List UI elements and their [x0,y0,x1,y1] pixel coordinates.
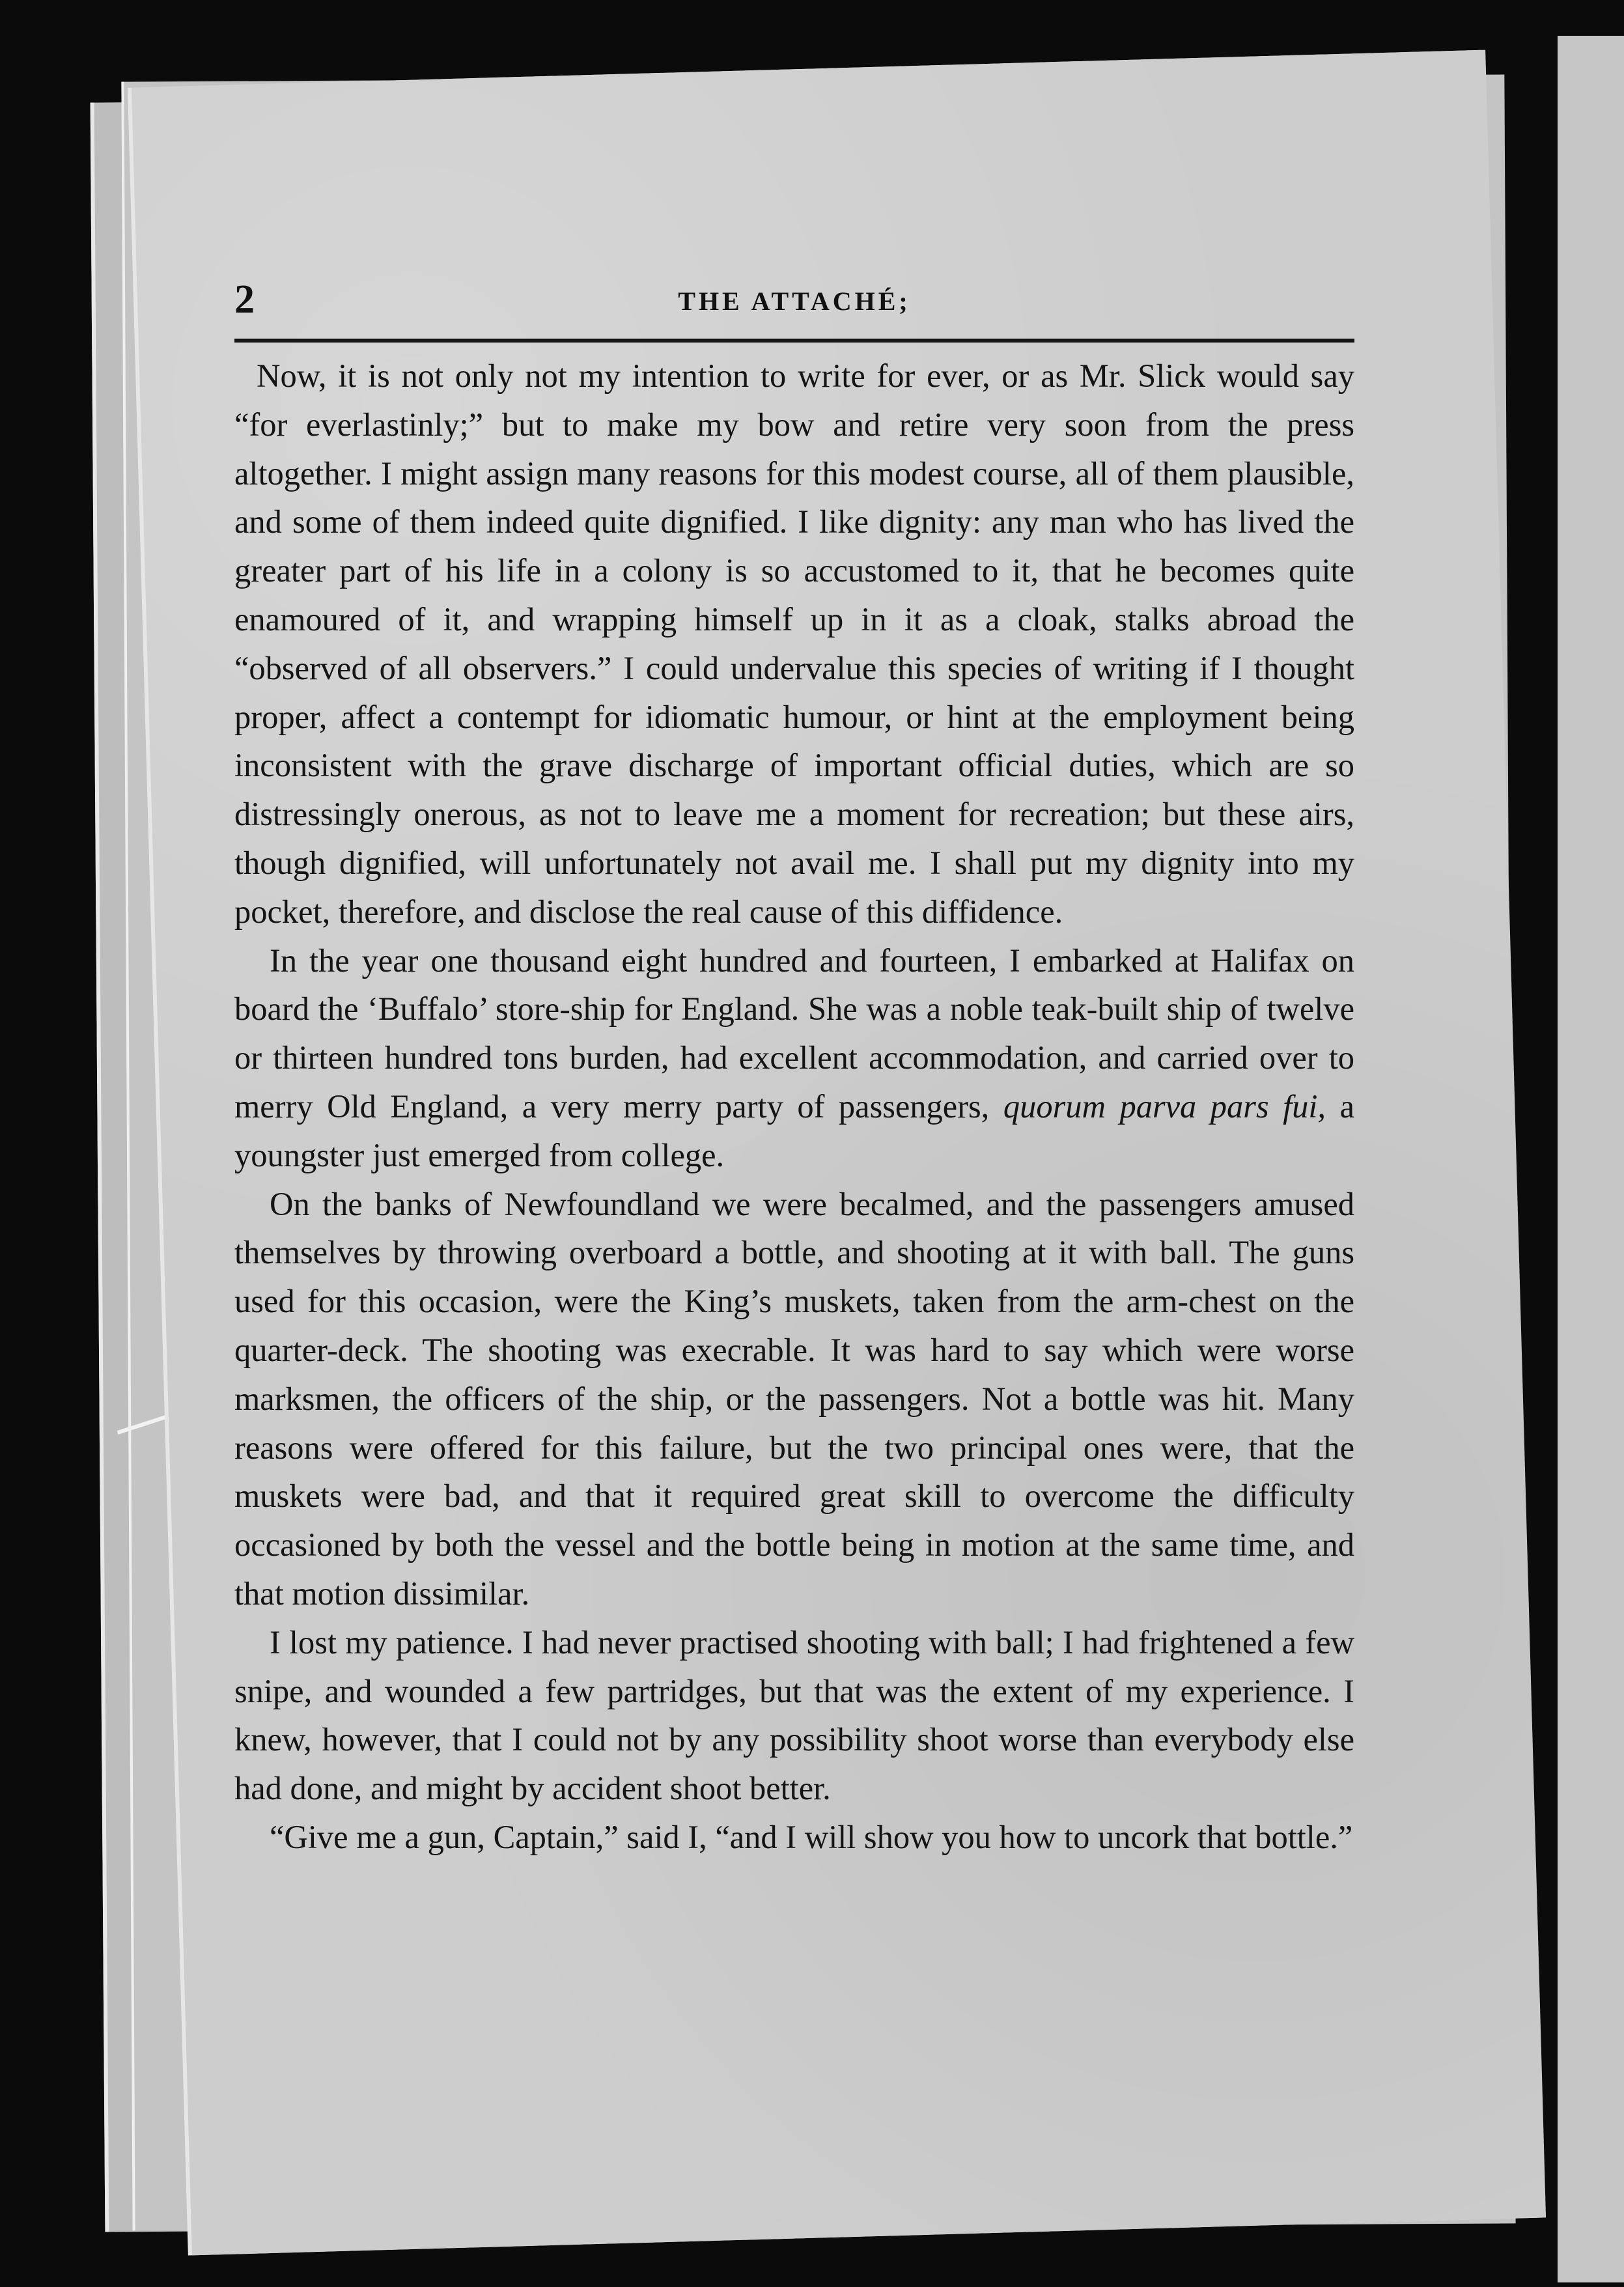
paragraph-5: “Give me a gun, Captain,” said I, “and I will show you how to uncork that bottle.” [270,1818,1353,1855]
body-text [234,352,1354,1862]
paragraph-1: Now, it is not only not my intention to write for ever, or as Mr. Slick would say “for everlastinly;” but to make my bow and retire very soon from the press altogether. I might assign many reasons for this modest course, all of them plausible, and some of them indeed quite dignified. I like dignity: any man who has lived the greater part of his life in a colony is so accustomed to it, that he becomes quite enamoured of it, and wrapping himself up in it as a cloak, stalks abroad the “observed of all observers.” I could undervalue this species of writing if I thought proper, affect a contempt for idiomatic humour, or hint at the employment being inconsistent with the grave discharge of important official duties, which are so distressingly onerous, as not to leave me a moment for recreation; but these airs, though dignified, will unfortunately not avail me. I shall put my dignity into my pocket, therefore, and disclose the real cause of this diffidence. [234,358,1354,930]
page-header [234,277,1354,329]
running-head: THE ATTACHÉ; [678,287,911,316]
paragraph-4: I lost my patience. I had never practised shooting with ball; I had frightened a few snipe, and wounded a few partridges, but that was the extent of my experience. I knew, however, that I could not by any possibility shoot worse than everybody else had done, and might by accident shoot better. [234,1623,1354,1807]
paragraph-2-text: In the year one thousand eight hundred and fourteen, I embarked at Halifax on board the ‘Buffalo’ store-ship for England. She was a noble teak-built ship of twelve or thirteen hundred tons burden, had excellent accommodation, and carried over to merry Old England, a very merry party of passengers, [234,942,1354,1125]
facing-page-edge [1558,36,1624,2282]
page-number: 2 [234,277,255,322]
paragraph-2-tail: a youngster just emerged from college. [234,1087,1354,1173]
paragraph-2 [234,936,1354,1180]
paragraph-3: On the banks of Newfoundland we were becalmed, and the passengers amused themselves by throwing overboard a bottle, and shooting at it with ball. The guns used for this occasion, were the King’s muskets, taken from the arm-chest on the quarter-deck. The shooting was execrable. It was hard to say which were worse marksmen, the officers of the ship, or the passengers. Not a bottle was hit. Many reasons were offered for this failure, but the two principal ones were, that the muskets were bad, and that it required great skill to overcome the difficulty occasioned by both the vessel and the bottle being in motion at the same time, and that motion dissimilar. [234,1185,1354,1612]
header-rule [234,339,1354,343]
latin-phrase: quorum parva pars fui, [1003,1087,1326,1125]
